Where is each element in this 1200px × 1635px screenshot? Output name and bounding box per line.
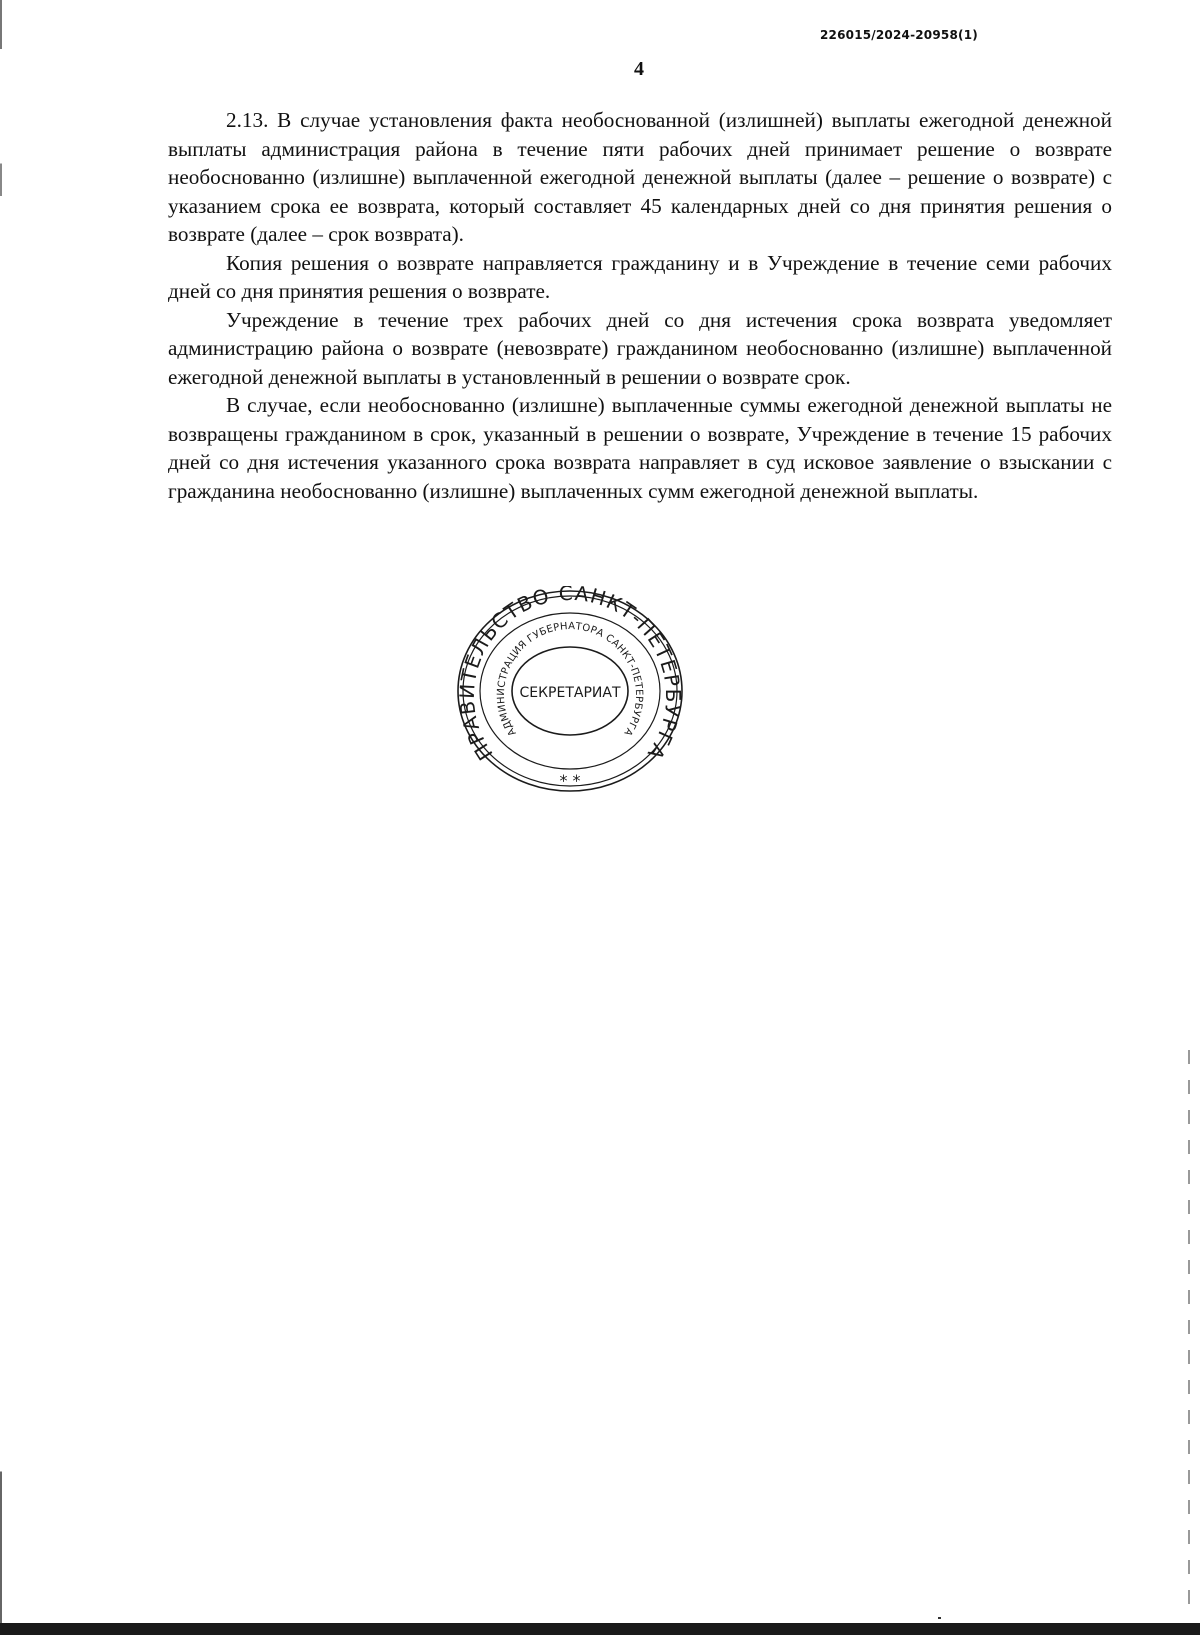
scan-speck [938,1617,941,1619]
svg-text:АДМИНИСТРАЦИЯ ГУБЕРНАТОРА САНК [496,621,644,738]
paragraph-2-13: 2.13. В случае установления факта необоснованной (излишней) выплаты ежегодной денежной выплаты администрация района в течение пяти рабочих дней принимает решение о возврате необоснованно (излишне) выплаченной ежегодной денежной выплаты (далее – решение о возврате) с указанием срока ее возврата, который составляет 45 календарных дней со дня принятия решения о возврате (далее – срок возврата). [168,108,1112,246]
scan-edge-left [0,0,2,1635]
seal-inner-text: АДМИНИСТРАЦИЯ ГУБЕРНАТОРА САНКТ-ПЕТЕРБУРГА [495,621,645,738]
scan-edge-right [1188,1050,1190,1610]
seal-center-text: СЕКРЕТАРИАТ [519,685,621,701]
page-number: 4 [634,58,644,80]
document-body [168,106,1112,505]
paragraph-court-claim: В случае, если необоснованно (излишне) выплаченные суммы ежегодной денежной выплаты не возвращены гражданином в срок, указанный в решении о возврате, Учреждение в течение 15 рабочих дней со дня истечения указанного срока возврата направляет в суд исковое заявление о взыскании с гражданина необоснованно (излишне) выплаченных сумм ежегодной денежной выплаты. [168,393,1112,503]
official-seal [450,586,690,806]
paragraph-notification: Учреждение в течение трех рабочих дней со дня истечения срока возврата уведомляет администрацию района о возврате (невозврате) гражданином необоснованно (излишне) выплаченной ежегодной денежной выплаты в установленный в решении о возврате срок. [168,307,1112,389]
seal-stars: * * [559,771,581,790]
seal-stamp-graphic [450,586,690,806]
scan-edge-bottom [0,1623,1200,1635]
paragraph-copy-of-decision: Копия решения о возврате направляется гражданину и в Учреждение в течение семи рабочих дней со дня принятия решения о возврате. [168,250,1112,303]
document-registration-number: 226015/2024-20958(1) [820,28,978,42]
seal-outer-text: ПРАВИТЕЛЬСТВО САНКТ-ПЕТЕРБУРГА [454,586,686,765]
